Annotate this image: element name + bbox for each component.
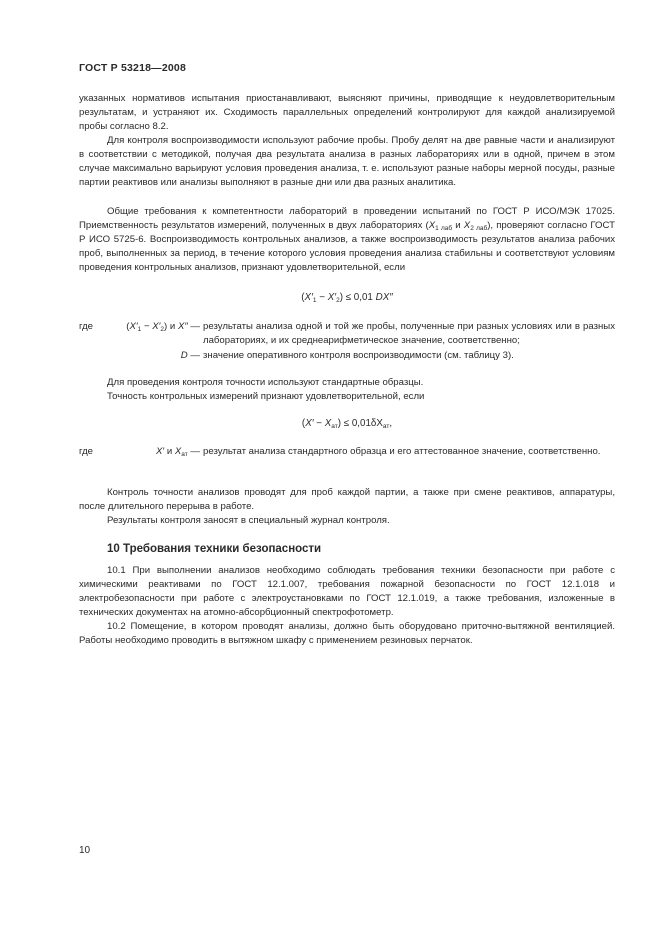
paragraph-accuracy-samples: Для проведения контроля точности используют стандартные образцы. xyxy=(107,377,424,388)
definition-label-3: X′ и $X_{ат}$ — xyxy=(155,446,200,458)
section-heading: 10 Требования техники безопасности xyxy=(107,543,322,555)
definition-text-2: значение оперативного контроля воспроизводимости (см. таблицу 3). xyxy=(203,350,514,361)
definition-label-1: $(X'_1 - X'_2)$ и X″ — xyxy=(126,321,200,333)
formula-reproducibility: $(X'_1 - X'_2) \le 0,01$ DX″ xyxy=(301,292,393,304)
where-label-2: где xyxy=(79,446,94,457)
paragraph-10-1: 10.1 При выполнении анализов необходимо соблюдать требования техники безопасности при работе с химическими реактивами по ГОСТ 12.1.007, требования пожарной безопасности по ГОСТ 12.1.018 и электробезопасности при работе с электроустановками по ГОСТ 12.1.019, а также требования, изложенные в технических документах на атомно-абсорбционный спектрофотометр. xyxy=(79,565,615,619)
paragraph-continuation: указанных нормативов испытания приостанавливают, выясняют причины, приводящие к неудовлетворительным результатам, и устраняют их. Сходимость параллельных определений контролируют для каждой анализируемой пробы согласно 8.2. xyxy=(79,93,615,133)
document-header: ГОСТ Р 53218—2008 xyxy=(79,62,187,74)
definition-text-3: результат анализа стандартного образца и его аттестованное значение, соответственно. xyxy=(203,446,601,457)
where-label-1: где xyxy=(79,321,94,332)
paragraph-accuracy-condition: Точность контрольных измерений признают удовлетворительной, если xyxy=(107,391,425,402)
definition-text-1: результаты анализа одной и той же пробы, полученные при разных условиях или в разных лабораториях, и их среднеарифметическое значение, соответственно; xyxy=(203,321,615,347)
formula-accuracy: $(X' - X_{ат}) \le 0,01\delta X_{ат}$, xyxy=(301,418,393,430)
definition-label-2: D — xyxy=(180,350,200,361)
paragraph-accuracy-control: Контроль точности анализов проводят для проб каждой партии, а также при смене реактивов, аппаратуры, после длительного перерыва в работе. xyxy=(79,487,615,513)
paragraph-journal: Результаты контроля заносят в специальный журнал контроля. xyxy=(107,515,390,526)
paragraph-competence: Общие требования к компетентности лабораторий в проведении испытаний по ГОСТ Р ИСО/МЭК 17025. Приемственность результатов измерений, полученных в двух лабораториях ($X_{1 лаб}$ и $X_{2 лаб}$), проверяют согласно ГОСТ Р ИСО 5725-6. Воспроизводимость контрольных анализов, а также воспроизводимость результатов анализа рабочих проб, выполненных за период, в течение которого условия проведения анализа стабильны и соответствуют условиям проведения контрольных анализов, признают удовлетворительной, если xyxy=(79,206,615,274)
paragraph-10-2: 10.2 Помещение, в котором проводят анализы, должно быть оборудовано приточно-вытяжной вентиляцией. Работы необходимо проводить в вытяжном шкафу с применением резиновых перчаток. xyxy=(79,621,615,647)
page-number: 10 xyxy=(79,845,91,856)
paragraph-reproducibility: Для контроля воспроизводимости используют рабочие пробы. Пробу делят на две равные части и анализируют в соответствии с методикой, получая два результата анализа в разных лабораториях или в одной, причем в этом случае максимально варьируют условия проведения анализа, т. е. используют разные наборы мерной посуды, разные партии реактивов или анализы выполняют в разные дни или два разных аналитика. xyxy=(79,135,615,189)
